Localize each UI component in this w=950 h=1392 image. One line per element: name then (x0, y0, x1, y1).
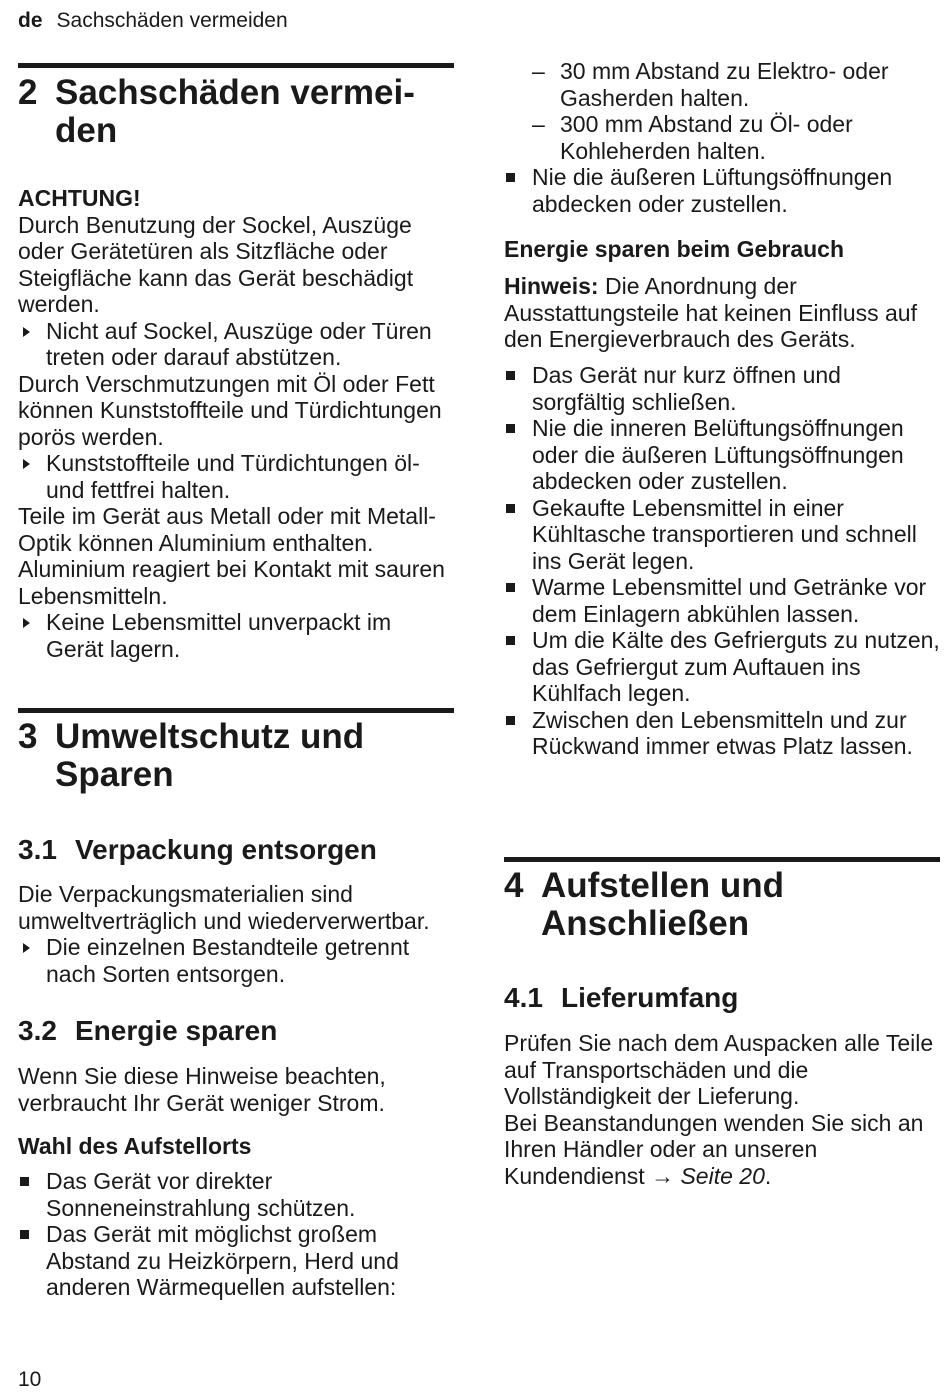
paragraph: Teile im Gerät aus Metall oder mit Metall-Optik können Aluminium enthalten. Aluminium reagiert bei Kontakt mit sauren Lebensmitteln. (18, 503, 445, 609)
list-item: Keine Lebensmittel unverpackt im Gerät lagern. (18, 609, 454, 662)
list-item: Kunststoffteile und Türdichtungen öl- und fettfrei halten. (18, 450, 454, 503)
dash-bullet-icon (532, 111, 560, 164)
square-bullet-icon (18, 1168, 46, 1221)
header-title: Sachschäden vermeiden (56, 9, 288, 32)
subsection-number: 4.1 (504, 982, 543, 1013)
section-title-line: Sparen (55, 755, 174, 794)
list-item: Warme Lebensmittel und Getränke vor dem Einlagern abkühlen lassen. (504, 574, 940, 627)
list-item: – 30 mm Abstand zu Elektro- oder Gasherden halten. (504, 58, 940, 111)
paragraph: Die Verpackungsmaterialien sind umweltverträglich und wiederverwertbar. (18, 881, 430, 934)
list-item: Nie die äußeren Lüftungsöffnungen abdecken oder zustellen. (504, 164, 940, 217)
energy-tips-list (504, 362, 940, 760)
note-label: Hinweis: (504, 273, 599, 299)
subsection-number: 3.1 (18, 834, 57, 865)
page-reference-link[interactable]: Seite 20 (680, 1162, 765, 1189)
square-bullet-icon (504, 362, 532, 415)
section-3-heading (18, 718, 454, 794)
subsection-3-1-body (18, 881, 454, 987)
distance-list (504, 58, 940, 217)
list-item: Gekaufte Lebensmittel in einer Kühltasche transportieren und schnell ins Gerät legen. (504, 495, 940, 575)
list-item: Das Gerät nur kurz öffnen und sorgfältig schließen. (504, 362, 940, 415)
subsection-3-2-heading (18, 1015, 454, 1047)
section-number: 3 (18, 717, 38, 756)
section-number: 2 (18, 73, 38, 112)
square-bullet-icon (504, 574, 532, 627)
list-item: Zwischen den Lebensmitteln und zur Rückwand immer etwas Platz lassen. (504, 707, 940, 760)
subsection-title: Verpackung entsorgen (75, 834, 377, 865)
triangle-bullet-icon (18, 318, 46, 371)
paragraph: Wenn Sie diese Hinweise beachten, verbraucht Ihr Gerät weniger Strom. (18, 1063, 386, 1116)
list-item: Nicht auf Sockel, Auszüge oder Türen treten oder darauf abstützen. (18, 318, 454, 371)
square-bullet-icon (504, 415, 532, 495)
list-item: Um die Kälte des Gefrierguts zu nutzen, das Gefriergut zum Auftauen ins Kühlfach legen. (504, 627, 940, 707)
section-title-line: Sachschäden vermei- (55, 73, 415, 112)
section-2-heading (18, 74, 454, 150)
triangle-bullet-icon (18, 450, 46, 503)
section-number: 4 (504, 866, 524, 905)
section-4-heading (504, 867, 940, 943)
arrow-right-icon: → (651, 1162, 675, 1189)
warning-block (18, 185, 454, 662)
list-item: Nie die inneren Belüftungsöffnungen oder die äußeren Lüftungsöffnungen abdecken oder zustellen. (504, 415, 940, 495)
section-title-line: Aufstellen und (541, 866, 785, 905)
square-bullet-icon (504, 627, 532, 707)
subsection-3-2-body (18, 1063, 454, 1116)
subsection-4-1-heading (504, 982, 940, 1014)
section-title-line: Anschließen (541, 904, 750, 943)
paragraph: Bei Beanstandungen wenden Sie sich an Ihren Händler oder an unseren Kundendienst → Seite 20. (504, 1109, 924, 1189)
section-title-line: den (55, 111, 118, 150)
square-bullet-icon (504, 495, 532, 575)
paragraph: Durch Benutzung der Sockel, Auszüge oder Gerätetüren als Sitzfläche oder Steigfläche kann das Gerät beschädigt werden. (18, 211, 414, 317)
subsection-4-1-body (504, 1030, 940, 1189)
note-paragraph (504, 273, 940, 353)
triangle-bullet-icon (18, 934, 46, 987)
section-rule (18, 63, 454, 68)
subsection-title: Energie sparen (75, 1015, 278, 1046)
list-item: – 300 mm Abstand zu Öl- oder Kohleherden halten. (504, 111, 940, 164)
paragraph: Durch Verschmutzungen mit Öl oder Fett können Kunststoffteile und Türdichtungen porös werden. (18, 370, 442, 450)
subheading-aufstellort: Wahl des Aufstellorts (18, 1133, 252, 1159)
warning-label: ACHTUNG! (18, 185, 141, 211)
section-rule (18, 708, 454, 713)
paragraph: Prüfen Sie nach dem Auspacken alle Teile auf Transportschäden und die Vollständigkeit der Lieferung. (504, 1030, 934, 1109)
square-bullet-icon (504, 164, 532, 217)
section-rule (504, 857, 940, 862)
section-title-line: Umweltschutz und (55, 717, 365, 756)
square-bullet-icon (504, 707, 532, 760)
list-item: Die einzelnen Bestandteile getrennt nach Sorten entsorgen. (18, 934, 454, 987)
list-item: Das Gerät mit möglichst großem Abstand zu Heizkörpern, Herd und anderen Wärmequellen aufstellen: (18, 1221, 454, 1301)
language-code: de (18, 9, 43, 32)
subsection-title: Lieferumfang (561, 982, 739, 1013)
triangle-bullet-icon (18, 609, 46, 662)
square-bullet-icon (18, 1221, 46, 1301)
subsection-number: 3.2 (18, 1015, 57, 1046)
page-number: 10 (18, 1368, 42, 1391)
page-header (18, 8, 288, 34)
subsection-3-1-heading (18, 834, 454, 866)
subheading-gebrauch: Energie sparen beim Gebrauch (504, 236, 845, 262)
dash-bullet-icon (532, 58, 560, 111)
note-text: Die Anordnung der Ausstattungsteile hat keinen Einfluss auf den Energieverbrauch des Geräts. (504, 273, 917, 352)
aufstellort-list (18, 1168, 454, 1301)
list-item: Das Gerät vor direkter Sonneneinstrahlung schützen. (18, 1168, 454, 1221)
